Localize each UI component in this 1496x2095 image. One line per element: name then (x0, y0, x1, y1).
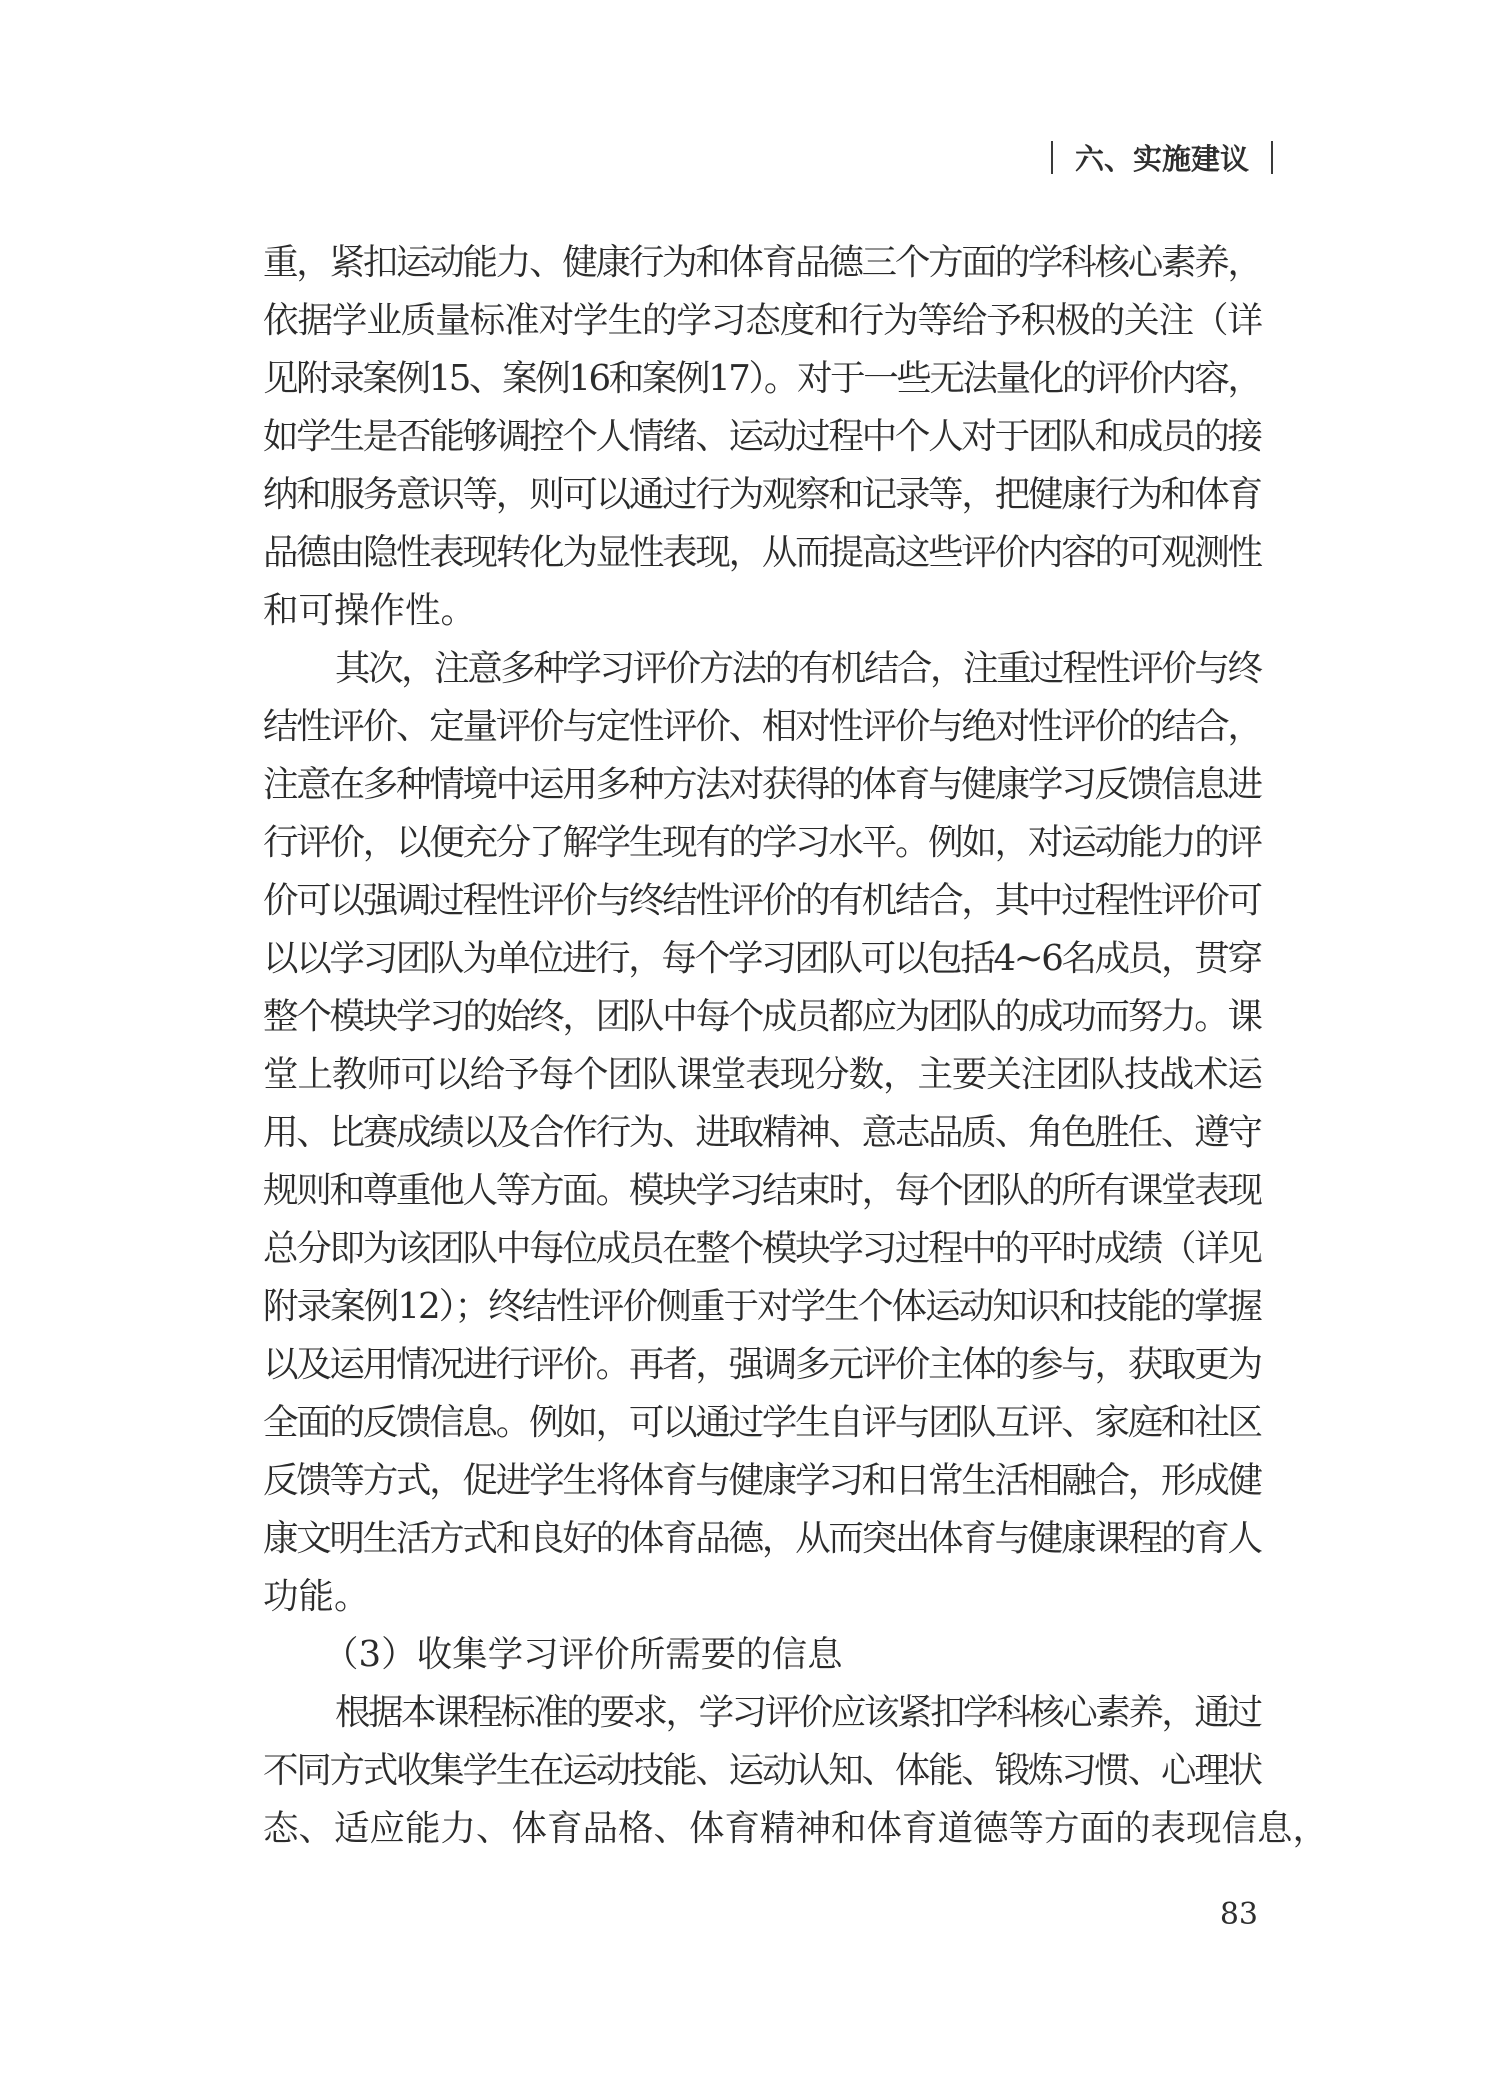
text-line: 整个模块学习的始终，团队中每个成员都应为团队的成功而努力。课 (263, 996, 1261, 1037)
text-line: 结性评价、定量评价与定性评价、相对性评价与绝对性评价的结合， (263, 706, 1261, 747)
text-line: 品德由隐性表现转化为显性表现，从而提高这些评价内容的可观测性 (263, 532, 1261, 573)
text-line: 见附录案例15、案例16和案例17）。对于一些无法量化的评价内容， (263, 358, 1261, 399)
text-line: 重，紧扣运动能力、健康行为和体育品德三个方面的学科核心素养， (263, 242, 1261, 283)
text-line: 如学生是否能够调控个人情绪、运动过程中个人对于团队和成员的接 (263, 416, 1261, 457)
text-line: 根据本课程标准的要求，学习评价应该紧扣学科核心素养，通过 (335, 1692, 1261, 1733)
text-line: 注意在多种情境中运用多种方法对获得的体育与健康学习反馈信息进 (263, 764, 1261, 805)
text-line: 堂上教师可以给予每个团队课堂表现分数，主要关注团队技战术运 (263, 1054, 1262, 1095)
text-line: 不同方式收集学生在运动技能、运动认知、体能、锻炼习惯、心理状 (263, 1750, 1261, 1791)
running-header (1051, 137, 1273, 178)
text-line: 附录案例12）；终结性评价侧重于对学生个体运动知识和技能的掌握 (263, 1286, 1262, 1327)
text-line: 以及运用情况进行评价。再者，强调多元评价主体的参与，获取更为 (263, 1344, 1261, 1385)
text-line: 和可操作性。 (263, 590, 477, 631)
subsection-heading: （3）收集学习评价所需要的信息 (323, 1634, 843, 1675)
text-line: 康文明生活方式和良好的体育品德，从而突出体育与健康课程的育人 (263, 1518, 1261, 1559)
header-left-rule (1051, 141, 1053, 174)
text-line: 全面的反馈信息。例如，可以通过学生自评与团队互评、家庭和社区 (263, 1402, 1261, 1443)
text-line: 以以学习团队为单位进行，每个学习团队可以包括4~6名成员，贯穿 (263, 938, 1261, 979)
text-line: 价可以强调过程性评价与终结性评价的有机结合，其中过程性评价可 (263, 880, 1261, 921)
text-line: 其次，注意多种学习评价方法的有机结合，注重过程性评价与终 (335, 648, 1261, 689)
text-line: 态、适应能力、体育品格、体育精神和体育道德等方面的表现信息， (263, 1808, 1329, 1849)
body-text (263, 234, 1329, 1858)
text-line: 规则和尊重他人等方面。模块学习结束时，每个团队的所有课堂表现 (263, 1170, 1261, 1211)
header-right-rule (1271, 141, 1273, 174)
text-line: 用、比赛成绩以及合作行为、进取精神、意志品质、角色胜任、遵守 (263, 1112, 1261, 1153)
text-line: 总分即为该团队中每位成员在整个模块学习过程中的平时成绩（详见 (263, 1228, 1261, 1269)
text-line: 行评价，以便充分了解学生现有的学习水平。例如，对运动能力的评 (263, 822, 1261, 863)
text-line: 功能。 (263, 1576, 370, 1617)
section-title: 六、实施建议 (1074, 142, 1249, 176)
text-line: 反馈等方式，促进学生将体育与健康学习和日常生活相融合，形成健 (263, 1460, 1261, 1501)
page-number: 83 (1219, 1897, 1258, 1932)
text-line: 依据学业质量标准对学生的学习态度和行为等给予积极的关注（详 (263, 300, 1262, 341)
text-line: 纳和服务意识等，则可以通过行为观察和记录等，把健康行为和体育 (263, 474, 1261, 515)
